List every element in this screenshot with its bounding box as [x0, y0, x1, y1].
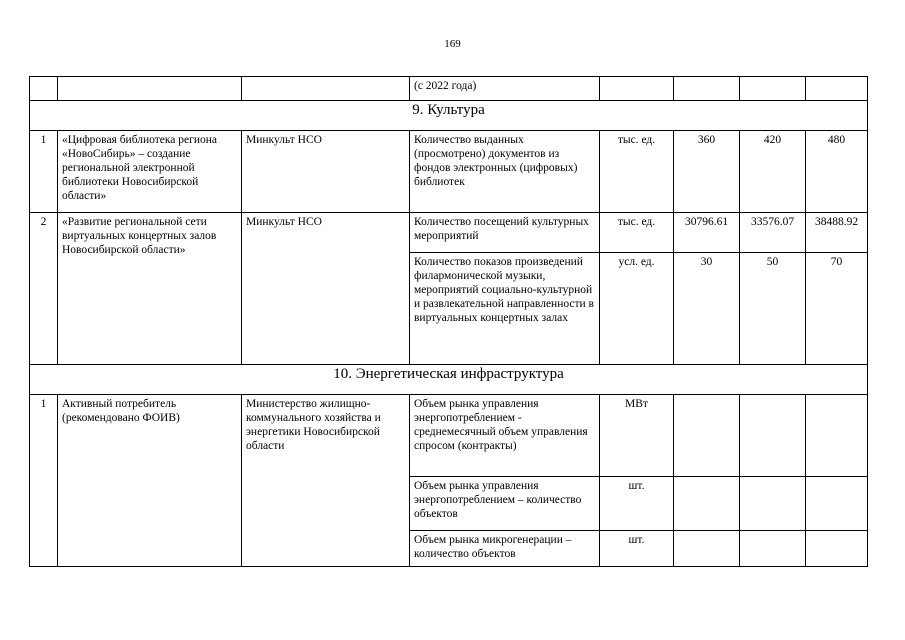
cell-value-3: 38488.92	[806, 213, 868, 253]
page-number: 169	[444, 38, 461, 50]
cell-num	[30, 77, 58, 101]
cell-value-2: 50	[740, 253, 806, 365]
cell-value-2: 33576.07	[740, 213, 806, 253]
cell-num: 1	[30, 395, 58, 567]
cell-project: «Цифровая библиотека региона «НовоСибирь» – создание региональной электронной библиотеки Новосибирской области»	[58, 131, 242, 213]
cell-project: Активный потребитель (рекомендовано ФОИВ)	[58, 395, 242, 567]
cell-indicator: Объем рынка управления энергопотреблением – количество объектов	[410, 477, 600, 531]
cell-value-1	[674, 77, 740, 101]
cell-value-1: 30	[674, 253, 740, 365]
cell-executor: Минкульт НСО	[242, 213, 410, 365]
section-header-row	[30, 101, 868, 131]
cell-num: 2	[30, 213, 58, 365]
cell-value-2	[740, 477, 806, 531]
table-row	[30, 131, 868, 213]
cell-unit	[600, 77, 674, 101]
cell-unit: тыс. ед.	[600, 131, 674, 213]
cell-num: 1	[30, 131, 58, 213]
section-header-row	[30, 365, 868, 395]
cell-indicator: (с 2022 года)	[410, 77, 600, 101]
indicators-table	[29, 76, 868, 567]
cell-value-2	[740, 531, 806, 567]
cell-unit: шт.	[600, 531, 674, 567]
cell-value-1	[674, 477, 740, 531]
section-title: 10. Энергетическая инфраструктура	[30, 365, 868, 395]
cell-unit: шт.	[600, 477, 674, 531]
cell-indicator: Количество показов произведений филармонической музыки, мероприятий социально-культурной и развлекательной направленности в виртуальных концертных залах	[410, 253, 600, 365]
cell-value-3	[806, 531, 868, 567]
cell-value-3: 480	[806, 131, 868, 213]
table-row	[30, 213, 868, 253]
cell-executor: Министерство жилищно-коммунального хозяйства и энергетики Новосибирской области	[242, 395, 410, 567]
cell-value-2: 420	[740, 131, 806, 213]
cell-value-2	[740, 77, 806, 101]
cell-indicator: Количество посещений культурных мероприятий	[410, 213, 600, 253]
cell-executor	[242, 77, 410, 101]
cell-value-2	[740, 395, 806, 477]
cell-value-1	[674, 395, 740, 477]
cell-value-3	[806, 395, 868, 477]
cell-project: «Развитие региональной сети виртуальных концертных залов Новосибирской области»	[58, 213, 242, 365]
cell-indicator: Объем рынка микрогенерации – количество объектов	[410, 531, 600, 567]
cell-value-1	[674, 531, 740, 567]
cell-value-3: 70	[806, 253, 868, 365]
cell-indicator: Объем рынка управления энергопотреблением - среднемесячный объем управления спросом (контракты)	[410, 395, 600, 477]
table-row	[30, 77, 868, 101]
cell-executor: Минкульт НСО	[242, 131, 410, 213]
cell-unit: тыс. ед.	[600, 213, 674, 253]
cell-value-1: 30796.61	[674, 213, 740, 253]
cell-unit: усл. ед.	[600, 253, 674, 365]
cell-unit: МВт	[600, 395, 674, 477]
cell-value-3	[806, 477, 868, 531]
section-title: 9. Культура	[30, 101, 868, 131]
cell-value-1: 360	[674, 131, 740, 213]
table-row	[30, 395, 868, 477]
cell-value-3	[806, 77, 868, 101]
cell-project	[58, 77, 242, 101]
cell-indicator: Количество выданных (просмотрено) документов из фондов электронных (цифровых) библиотек	[410, 131, 600, 213]
